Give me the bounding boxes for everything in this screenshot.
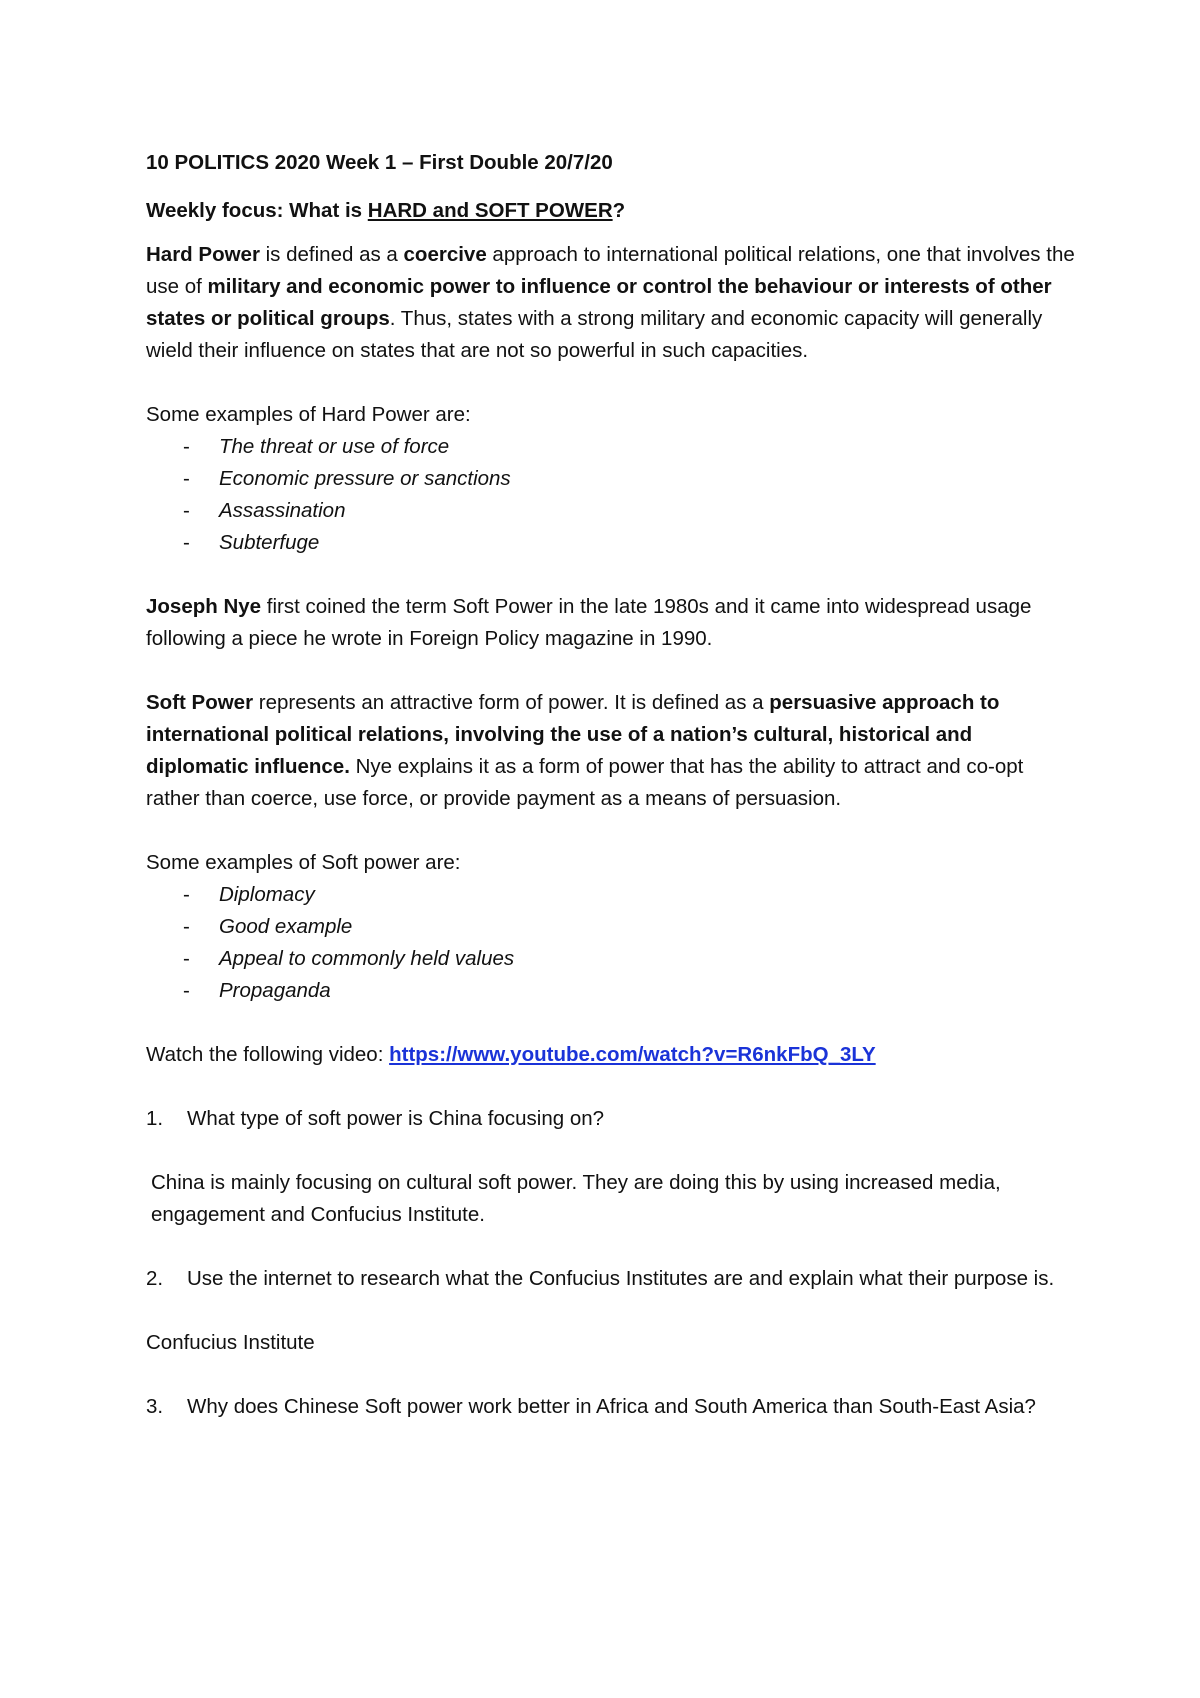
question-1 — [146, 1103, 1076, 1135]
question-text: What type of soft power is China focusing on? — [187, 1107, 605, 1130]
dash-bullet: - — [183, 979, 190, 1002]
question-number: 1. — [146, 1107, 164, 1130]
video-line — [146, 1039, 1076, 1071]
list-item — [146, 495, 1076, 527]
question-text: Why does Chinese Soft power work better in Africa and South America than South-East Asia? — [187, 1395, 1036, 1418]
hard-power-text-2: approach to international political relations, one that involves the use of — [146, 243, 1075, 298]
hard-power-examples-list — [146, 431, 1076, 559]
hard-power-bold-2: military and economic power to influence or control the behaviour or interests of other states or political groups — [146, 275, 1052, 330]
weekly-focus-suffix: ? — [612, 199, 626, 222]
soft-power-definition — [146, 687, 1076, 815]
list-item-text: Propaganda — [219, 979, 331, 1002]
dash-bullet: - — [183, 531, 190, 554]
list-item — [146, 975, 1076, 1007]
soft-power-term: Soft Power — [146, 691, 254, 714]
answer-2: Confucius Institute — [146, 1331, 315, 1354]
question-3 — [146, 1391, 1076, 1423]
video-label: Watch the following video: — [146, 1043, 390, 1066]
question-text: Use the internet to research what the Confucius Institutes are and explain what their purpose is. — [187, 1267, 1055, 1290]
soft-power-examples-list — [146, 879, 1076, 1007]
list-item — [146, 879, 1076, 911]
dash-bullet: - — [183, 435, 190, 458]
soft-power-bold-1: persuasive approach to international political relations, involving the use of a nation’s cultural, historical and diplomatic influence. — [146, 691, 1000, 778]
hard-power-term: Hard Power — [146, 243, 260, 266]
video-link[interactable]: https://www.youtube.com/watch?v=R6nkFbQ_3LY — [389, 1043, 876, 1066]
list-item-text: Diplomacy — [219, 883, 315, 906]
document-title: 10 POLITICS 2020 Week 1 – First Double 20/7/20 — [146, 151, 613, 174]
dash-bullet: - — [183, 467, 190, 490]
soft-power-text-1: represents an attractive form of power. It is defined as a — [253, 691, 770, 714]
hard-power-text-3: . Thus, states with a strong military and economic capacity will generally wield their influence on states that are not so powerful in such capacities. — [146, 307, 1043, 362]
list-item — [146, 463, 1076, 495]
question-2 — [146, 1263, 1076, 1295]
question-number: 2. — [146, 1267, 164, 1290]
list-item-text: Assassination — [219, 499, 346, 522]
soft-power-examples-intro: Some examples of Soft power are: — [146, 851, 461, 874]
joseph-nye-text: first coined the term Soft Power in the late 1980s and it came into widespread usage following a piece he wrote in Foreign Policy magazine in 1990. — [146, 595, 1032, 650]
document-page — [146, 147, 1076, 1455]
hard-power-examples-intro: Some examples of Hard Power are: — [146, 403, 471, 426]
list-item — [146, 527, 1076, 559]
weekly-focus-topic: HARD and SOFT POWER — [367, 199, 613, 222]
dash-bullet: - — [183, 915, 190, 938]
list-item — [146, 911, 1076, 943]
answer-1: China is mainly focusing on cultural soft power. They are doing this by using increased media, engagement and Confucius Institute. — [151, 1171, 1001, 1226]
dash-bullet: - — [183, 947, 190, 970]
list-item-text: Subterfuge — [219, 531, 320, 554]
joseph-nye-paragraph — [146, 591, 1076, 655]
dash-bullet: - — [183, 883, 190, 906]
list-item-text: Appeal to commonly held values — [219, 947, 515, 970]
joseph-nye-name: Joseph Nye — [146, 595, 262, 618]
dash-bullet: - — [183, 499, 190, 522]
hard-power-text-1: is defined as a — [259, 243, 404, 266]
list-item-text: Good example — [219, 915, 353, 938]
list-item-text: The threat or use of force — [219, 435, 450, 458]
question-number: 3. — [146, 1395, 164, 1418]
list-item-text: Economic pressure or sanctions — [219, 467, 511, 490]
hard-power-definition — [146, 239, 1076, 367]
list-item — [146, 431, 1076, 463]
hard-power-bold-1: coercive — [403, 243, 487, 266]
soft-power-text-2: Nye explains it as a form of power that has the ability to attract and co-opt rather than coerce, use force, or provide payment as a means of persuasion. — [146, 755, 1024, 810]
weekly-focus-prefix: Weekly focus: What is — [146, 199, 368, 222]
list-item — [146, 943, 1076, 975]
weekly-focus — [146, 195, 1076, 227]
